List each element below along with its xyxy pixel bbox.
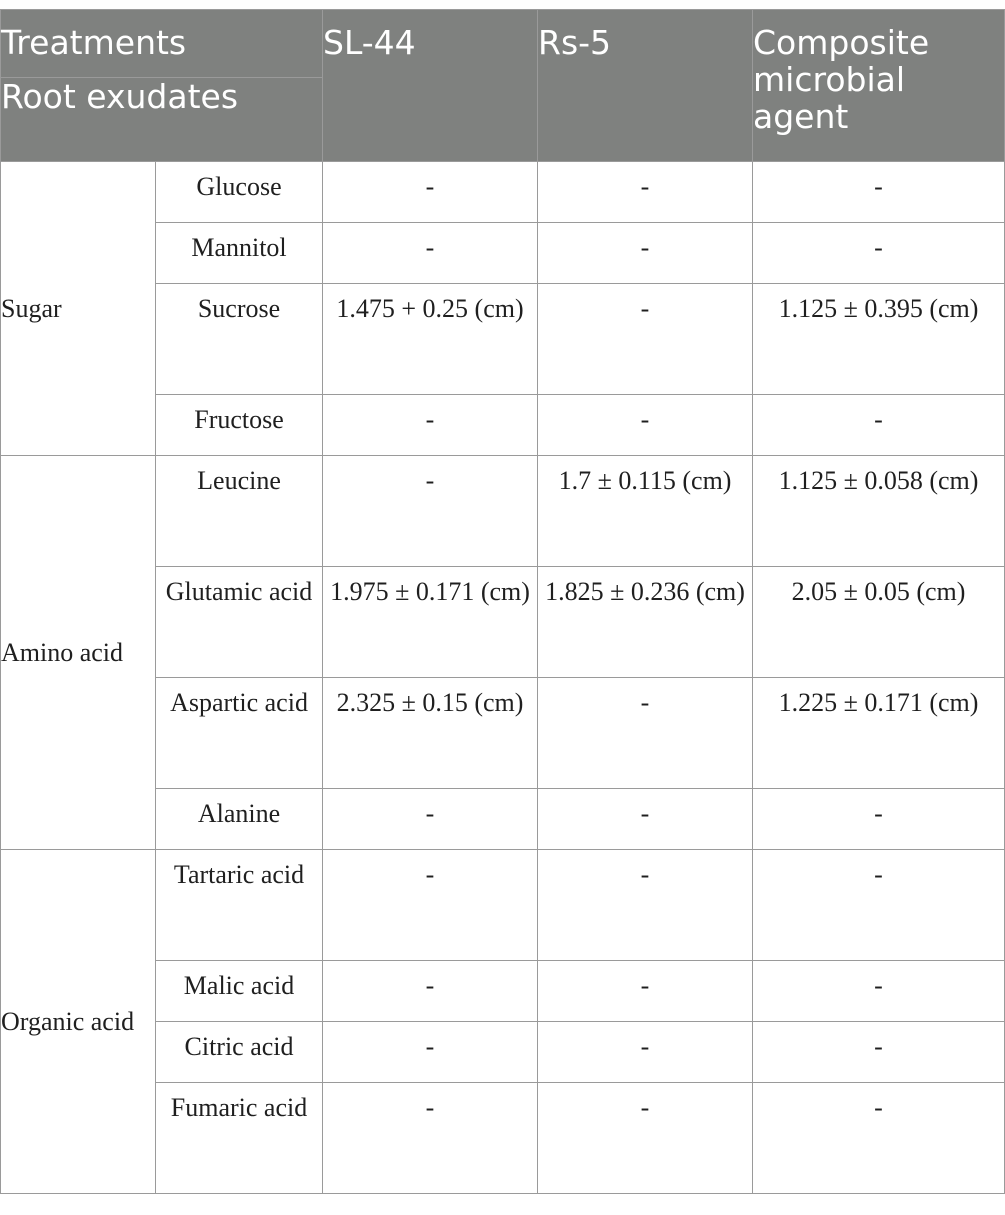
value-cell: - (323, 1022, 538, 1083)
exudate-name: Citric acid (156, 1022, 323, 1083)
value-cell: - (538, 1083, 753, 1194)
exudate-name: Tartaric acid (156, 850, 323, 961)
value-cell: 2.05 ± 0.05 (cm) (753, 567, 1005, 678)
category-cell: Amino acid (1, 456, 156, 850)
category-cell: Sugar (1, 162, 156, 456)
table-row (1, 850, 1005, 961)
value-cell: - (538, 1022, 753, 1083)
value-cell: - (753, 1083, 1005, 1194)
value-cell: - (538, 850, 753, 961)
header-treatments: Treatments (1, 10, 323, 78)
exudate-name: Fructose (156, 395, 323, 456)
value-cell: 1.7 ± 0.115 (cm) (538, 456, 753, 567)
value-cell: - (323, 223, 538, 284)
value-cell: - (323, 789, 538, 850)
value-cell: - (538, 284, 753, 395)
value-cell: - (323, 1083, 538, 1194)
value-cell: 1.125 ± 0.058 (cm) (753, 456, 1005, 567)
value-cell: - (323, 456, 538, 567)
value-cell: - (323, 961, 538, 1022)
category-cell: Organic acid (1, 850, 156, 1194)
exudate-name: Leucine (156, 456, 323, 567)
value-cell: - (753, 850, 1005, 961)
value-cell: 1.475 + 0.25 (cm) (323, 284, 538, 395)
header-composite: Composite microbial agent (753, 10, 1005, 162)
exudate-name: Glucose (156, 162, 323, 223)
value-cell: - (538, 395, 753, 456)
value-cell: 1.975 ± 0.171 (cm) (323, 567, 538, 678)
value-cell: - (538, 678, 753, 789)
table-row (1, 456, 1005, 567)
value-cell: - (753, 961, 1005, 1022)
exudate-name: Glutamic acid (156, 567, 323, 678)
exudate-name: Malic acid (156, 961, 323, 1022)
value-cell: - (323, 850, 538, 961)
header-rs5: Rs-5 (538, 10, 753, 162)
value-cell: - (753, 1022, 1005, 1083)
root-exudates-table (0, 9, 1005, 1194)
value-cell: - (753, 395, 1005, 456)
header-sl44: SL-44 (323, 10, 538, 162)
value-cell: - (538, 162, 753, 223)
table-row (1, 162, 1005, 223)
header-row (1, 10, 1005, 78)
exudate-name: Aspartic acid (156, 678, 323, 789)
value-cell: - (538, 789, 753, 850)
value-cell: - (538, 223, 753, 284)
value-cell: - (323, 162, 538, 223)
value-cell: - (753, 162, 1005, 223)
value-cell: 1.125 ± 0.395 (cm) (753, 284, 1005, 395)
exudate-name: Sucrose (156, 284, 323, 395)
header-root-exudates: Root exudates (1, 78, 323, 162)
value-cell: 2.325 ± 0.15 (cm) (323, 678, 538, 789)
value-cell: - (323, 395, 538, 456)
value-cell: - (753, 223, 1005, 284)
value-cell: 1.225 ± 0.171 (cm) (753, 678, 1005, 789)
value-cell: 1.825 ± 0.236 (cm) (538, 567, 753, 678)
exudate-name: Fumaric acid (156, 1083, 323, 1194)
value-cell: - (538, 961, 753, 1022)
exudate-name: Alanine (156, 789, 323, 850)
exudate-name: Mannitol (156, 223, 323, 284)
value-cell: - (753, 789, 1005, 850)
